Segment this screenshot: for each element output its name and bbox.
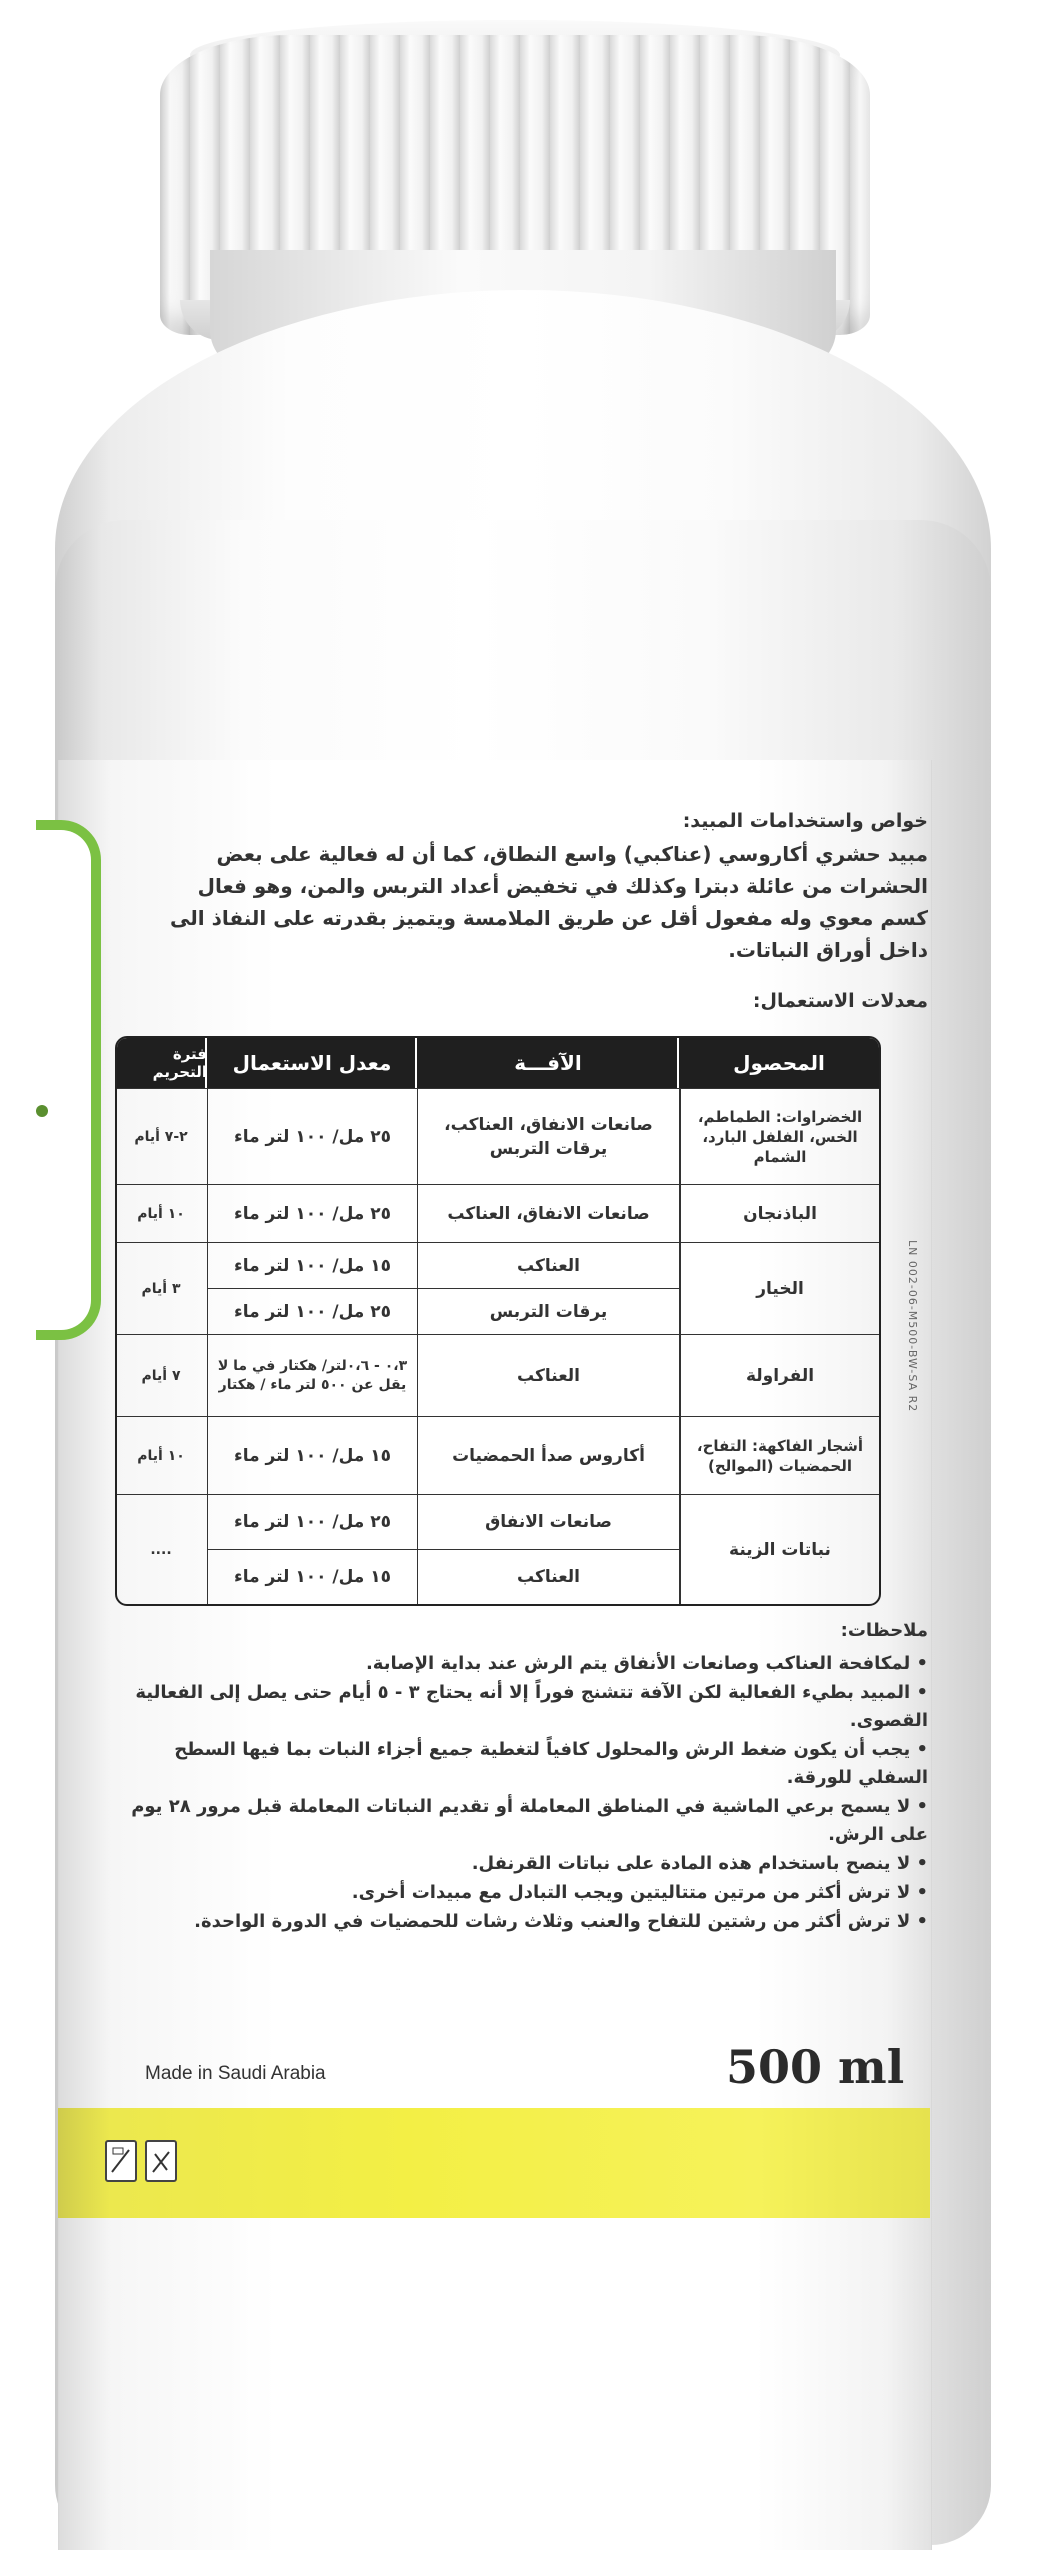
made-in-text: Made in Saudi Arabia xyxy=(145,2063,326,2084)
yellow-band xyxy=(58,2108,930,2218)
note-item: • لا ينصح باستخدام هذه المادة على نباتات القرنفل. xyxy=(471,1853,928,1874)
note-item: • يجب أن يكون ضغط الرش والمحلول كافياً لتغطية جميع أجزاء النبات بما فيها السطح السفلي للورقة. xyxy=(174,1739,928,1788)
note-item: • المبيد بطيء الفعالية لكن الآفة تتشنج فوراً إلا أنه يحتاج ٣ - ٥ أيام حتى يصل إلى الفعالية القصوى. xyxy=(135,1682,928,1731)
green-label-accent xyxy=(36,820,101,1340)
phi-cell: ١٠ أيام xyxy=(115,1184,207,1242)
pest-cell: صانعات الانفاق xyxy=(417,1494,679,1549)
pest-cell: صانعات الانفاق، العناكب xyxy=(417,1184,679,1242)
crop-cell: نباتات الزينة xyxy=(679,1494,879,1604)
batch-code: LN 002-06-M500-BW-SA R2 xyxy=(906,1240,919,1413)
rate-cell: ١٥ مل/ ١٠٠ لتر ماء xyxy=(207,1549,417,1604)
header-phi: فترة التحريم xyxy=(152,1045,207,1081)
crop-cell: الفراولة xyxy=(679,1334,879,1416)
crop-cell: الخيار xyxy=(679,1242,879,1334)
volume-text: 500 ml xyxy=(726,2040,905,2094)
note-item: • لا ترش أكثر من مرتين متتاليتين ويجب التبادل مع مبيدات أخرى. xyxy=(351,1882,928,1903)
crop-cell: الخضراوات: الطماطم، الخس، الفلفل البارد، الشمام xyxy=(679,1088,879,1184)
pest-cell: العناكب xyxy=(417,1549,679,1604)
pest-cell: العناكب xyxy=(417,1334,679,1416)
rate-cell: ١٥ مل/ ١٠٠ لتر ماء xyxy=(207,1416,417,1494)
rate-cell: ٠،٣ - ٠،٦لتر/ هكتار في ما لا يقل عن ٥٠٠ لتر ماء / هكتار xyxy=(207,1334,417,1416)
rate-cell: ٢٥ مل/ ١٠٠ لتر ماء xyxy=(207,1288,417,1334)
pest-cell: أكاروس صدأ الحمضيات xyxy=(417,1416,679,1494)
notes-list xyxy=(128,1650,928,1937)
pest-cell: العناكب xyxy=(417,1242,679,1288)
header-rate: معدل الاستعمال xyxy=(205,1038,417,1088)
warning-pictogram-icon xyxy=(145,2140,177,2182)
crop-cell: الباذنجان xyxy=(679,1184,879,1242)
rate-cell: ٢٥ مل/ ١٠٠ لتر ماء xyxy=(207,1088,417,1184)
phi-cell: .... xyxy=(115,1494,207,1604)
rate-cell: ٢٥ مل/ ١٠٠ لتر ماء xyxy=(207,1184,417,1242)
header-pest: الآفـــة xyxy=(415,1038,679,1088)
phi-cell: ٣ أيام xyxy=(115,1242,207,1334)
usage-rates-table xyxy=(115,1036,881,1606)
notes-title: ملاحظات: xyxy=(840,1620,928,1641)
pest-cell: يرقات التربس xyxy=(417,1288,679,1334)
properties-title: خواص واستخدامات المبيد: xyxy=(682,810,928,832)
rate-cell: ٢٥ مل/ ١٠٠ لتر ماء xyxy=(207,1494,417,1549)
note-item: • لمكافحة العناكب وصانعات الأنفاق يتم الرش عند بداية الإصابة. xyxy=(365,1653,928,1674)
header-crop: المحصول xyxy=(677,1038,879,1088)
rates-title: معدلات الاستعمال: xyxy=(752,990,928,1012)
crop-cell: أشجار الفاكهة: التفاح، الحمضيات (الموالح) xyxy=(679,1416,879,1494)
phi-cell: ٢-٧ أيام xyxy=(115,1088,207,1184)
phi-cell: ١٠ أيام xyxy=(115,1416,207,1494)
note-item: • لا ترش أكثر من رشتين للتفاح والعنب وثلاث رشات للحمضيات في الدورة الواحدة. xyxy=(194,1911,928,1932)
note-item: • لا يسمح برعي الماشية في المناطق المعاملة أو تقديم النباتات المعاملة قبل مرور ٢٨ يوم على الرش. xyxy=(131,1796,928,1845)
pest-cell: صانعات الانفاق، العناكب، يرقات التربس xyxy=(417,1088,679,1184)
table-header xyxy=(117,1038,879,1088)
phi-cell: ٧ أيام xyxy=(115,1334,207,1416)
properties-body: مبيد حشري أكاروسي (عناكبي) واسع النطاق، كما أن له فعالية على بعض الحشرات من عائلة دبترا وكذلك في تخفيض أعداد التربس والمن، وهو فعال كسم معوي وله مفعول أقل عن طريق الملامسة ويتميز بقدرته على النفاذ الى داخل أوراق النباتات. xyxy=(170,842,928,962)
green-dot xyxy=(36,1105,48,1117)
rate-cell: ١٥ مل/ ١٠٠ لتر ماء xyxy=(207,1242,417,1288)
safety-pictogram-icon xyxy=(105,2140,137,2182)
